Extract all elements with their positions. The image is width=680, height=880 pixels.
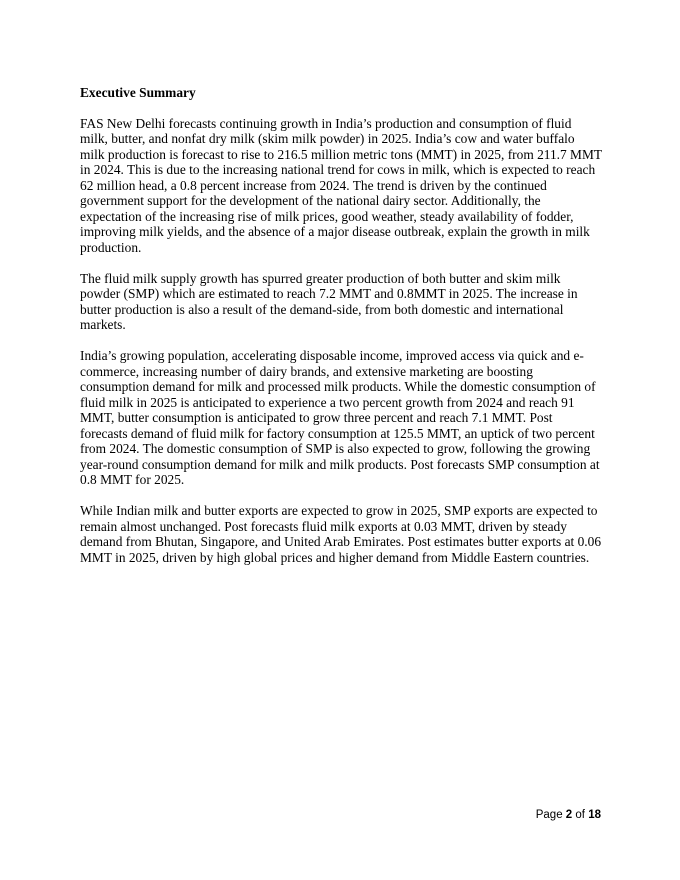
paragraph-butter-smp: The fluid milk supply growth has spurred greater production of both butter and skim milk powder (SMP) which are estimated to reach 7.2 MMT and 0.8MMT in 2025. The increase in butter production is also a result of the demand-side, from both domestic and international markets.	[80, 270, 578, 332]
current-page-number: 2	[565, 809, 573, 821]
paragraph-exports: While Indian milk and butter exports are expected to grow in 2025, SMP exports are expected to remain almost unchanged. Post forecasts fluid milk exports at 0.03 MMT, driven by steady demand from Bhutan, Singapore, and United Arab Emirates. Post estimates butter exports at 0.06 MMT in 2025, driven by high global prices and higher demand from Middle Eastern countries.	[80, 503, 602, 565]
total-page-count: 18	[588, 809, 601, 821]
section-heading: Executive Summary	[80, 85, 196, 100]
paragraph-production: FAS New Delhi forecasts continuing growth in India’s production and consumption of fluid milk, butter, and nonfat dry milk (skim milk powder) in 2025. India’s cow and water buffalo milk production is forecast to rise to 216.5 million metric tons (MMT) in 2025, from 211.7 MMT in 2024. This is due to the increasing national trend for cows in milk, which is expected to reach 62 million head, a 0.8 percent increase from 2024. The trend is driven by the continued government support for the development of the national dairy sector. Additionally, the expectation of the increasing rise of milk prices, good weather, steady availability of fodder, improving milk yields, and the absence of a major disease outbreak, explain the growth in milk production.	[80, 115, 602, 255]
document-body	[80, 85, 602, 581]
of-word: of	[575, 809, 585, 821]
page-number-footer	[536, 809, 601, 821]
page-word: Page	[535, 809, 563, 821]
paragraph-consumption: India’s growing population, accelerating disposable income, improved access via quick and e-commerce, increasing number of dairy brands, and extensive marketing are boosting consumption demand for milk and processed milk products. While the domestic consumption of fluid milk in 2025 is anticipated to experience a two percent growth from 2024 and reach 91 MMT, butter consumption is anticipated to grow three percent and reach 7.1 MMT. Post forecasts demand of fluid milk for factory consumption at 125.5 MMT, an uptick of two percent from 2024. The domestic consumption of SMP is also expected to grow, following the growing year-round consumption demand for milk and milk products. Post forecasts SMP consumption at 0.8 MMT for 2025.	[80, 348, 600, 487]
